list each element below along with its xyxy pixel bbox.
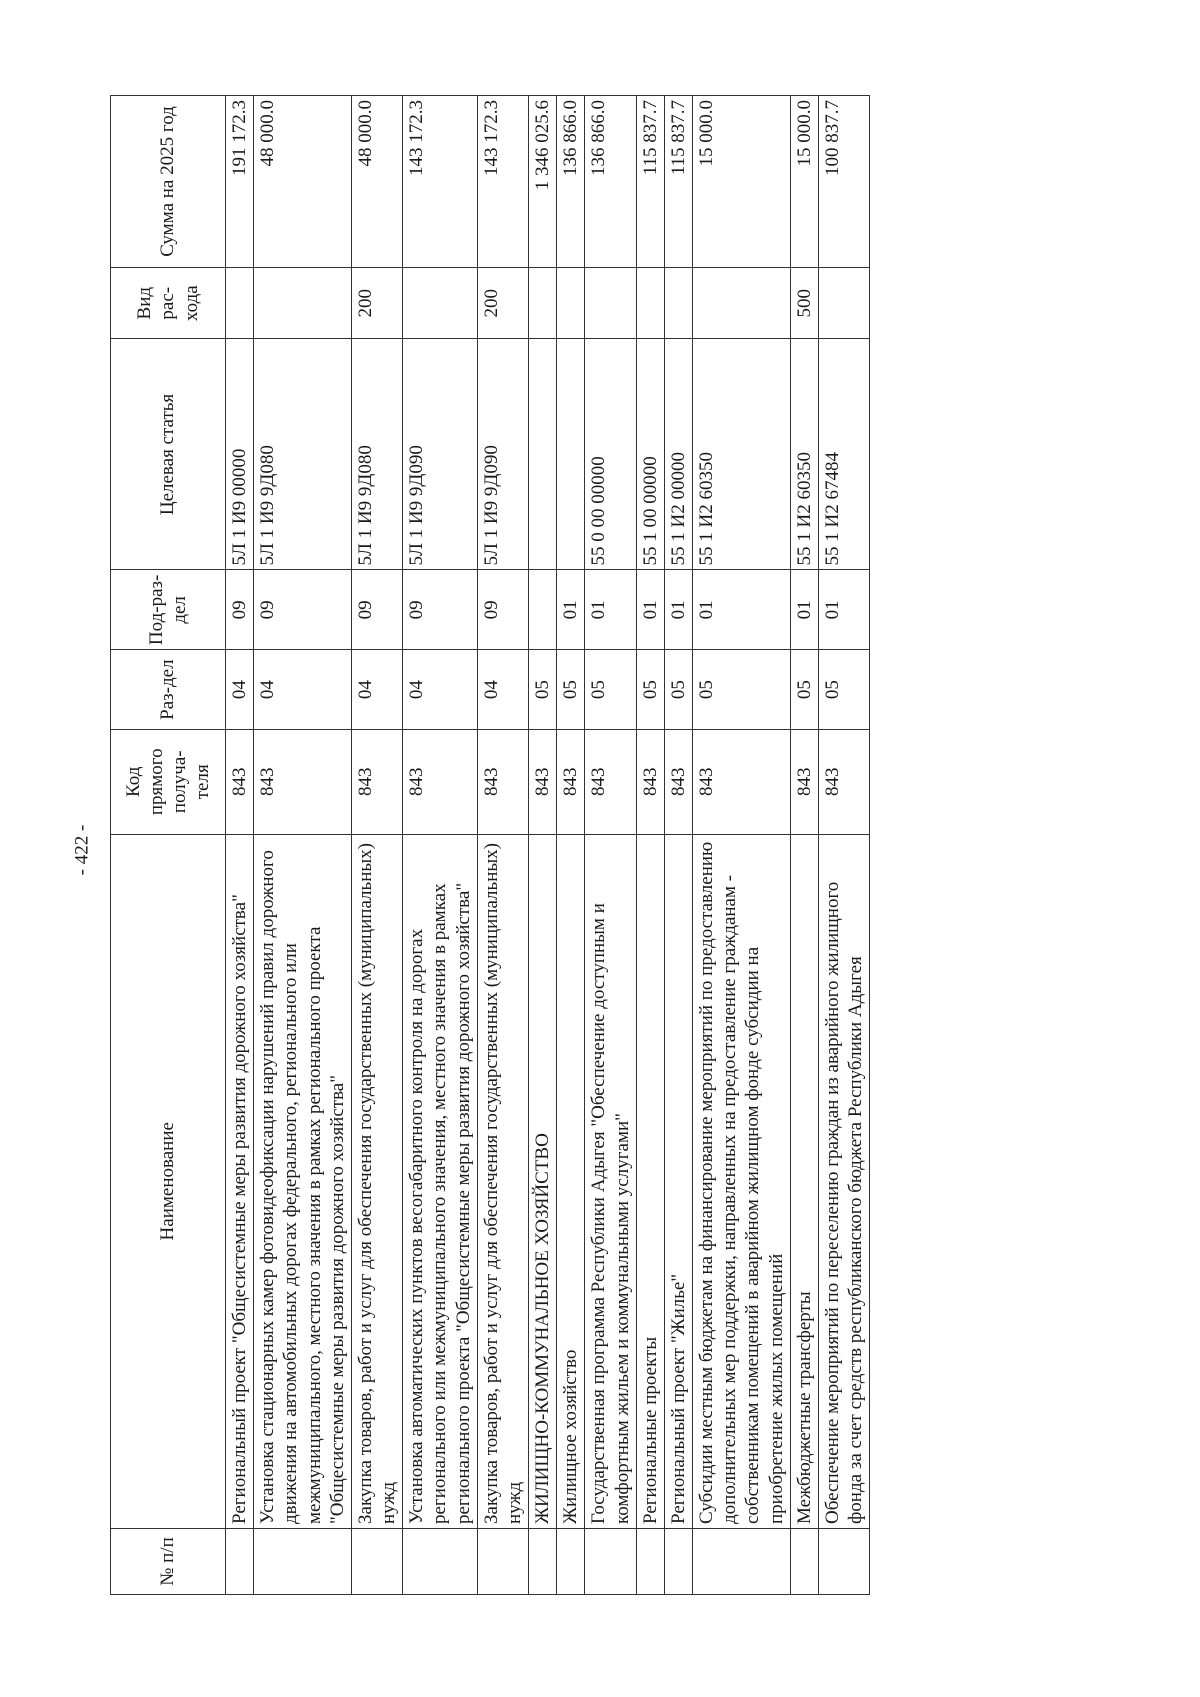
cell-no	[254, 1529, 352, 1595]
table-row	[818, 96, 869, 1595]
table-row	[351, 96, 402, 1595]
cell-name: Жилищное хозяйство	[557, 834, 585, 1528]
cell-no	[818, 1529, 869, 1595]
header-recipient-code: Код прямого получа-теля	[111, 730, 226, 835]
cell-recipient-code: 843	[477, 730, 528, 835]
cell-subsection: 09	[403, 570, 478, 650]
cell-expense-type	[557, 267, 585, 339]
table-row	[403, 96, 478, 1595]
cell-name: Региональный проект "Жилье"	[664, 834, 692, 1528]
cell-section: 05	[529, 650, 557, 730]
cell-recipient-code: 843	[529, 730, 557, 835]
table-header	[111, 96, 226, 1595]
cell-section: 05	[693, 650, 791, 730]
cell-expense-type	[818, 267, 869, 339]
cell-no	[226, 1529, 254, 1595]
table-row	[529, 96, 557, 1595]
header-section: Раз-дел	[111, 650, 226, 730]
table-row	[636, 96, 664, 1595]
cell-target: 55 1 И2 60350	[790, 339, 818, 570]
table-row	[664, 96, 692, 1595]
page-number-text: - 422 -	[71, 824, 92, 876]
table-row	[477, 96, 528, 1595]
cell-section: 04	[254, 650, 352, 730]
header-expense-type: Вид рас-хода	[111, 267, 226, 339]
cell-subsection: 01	[790, 570, 818, 650]
cell-recipient-code: 843	[226, 730, 254, 835]
cell-recipient-code: 843	[636, 730, 664, 835]
cell-sum: 115 837.7	[636, 96, 664, 268]
cell-section: 04	[226, 650, 254, 730]
header-subsection: Под-раз-дел	[111, 570, 226, 650]
cell-sum: 136 866.0	[585, 96, 636, 268]
cell-target: 55 0 00 00000	[585, 339, 636, 570]
cell-no	[664, 1529, 692, 1595]
table-row	[557, 96, 585, 1595]
cell-sum: 15 000.0	[693, 96, 791, 268]
cell-name: Субсидии местным бюджетам на финансирование мероприятий по предоставлению дополнительных мер поддержки, направленных на предоставление гражданам - собственникам помещений в аварийном жилищном фонде субсидии на приобретение жилых помещений	[693, 834, 791, 1528]
page-number	[62, 790, 102, 910]
cell-no	[693, 1529, 791, 1595]
header-target: Целевая статья	[111, 339, 226, 570]
cell-no	[636, 1529, 664, 1595]
cell-section: 04	[351, 650, 402, 730]
cell-expense-type: 200	[477, 267, 528, 339]
cell-section: 05	[636, 650, 664, 730]
cell-target: 55 1 00 00000	[636, 339, 664, 570]
cell-target: 5Л 1 И9 00000	[226, 339, 254, 570]
cell-section: 04	[477, 650, 528, 730]
cell-sum: 191 172.3	[226, 96, 254, 268]
cell-target	[529, 339, 557, 570]
cell-name: Установка автоматических пунктов весогабаритного контроля на дорогах регионального или межмуниципального значения, местного значения в рамках регионального проекта "Общесистемные меры развития дорожного хозяйства"	[403, 834, 478, 1528]
cell-name: Установка стационарных камер фотовидеофиксации нарушений правил дорожного движения на автомобильных дорогах федерального, регионального или межмуниципального, местного значения в рамках регионального проекта "Общесистемные меры развития дорожного хозяйства"	[254, 834, 352, 1528]
cell-name: Закупка товаров, работ и услуг для обеспечения государственных (муниципальных) нужд	[351, 834, 402, 1528]
cell-target: 55 1 И2 67484	[818, 339, 869, 570]
cell-expense-type	[226, 267, 254, 339]
cell-target: 5Л 1 И9 9Д090	[403, 339, 478, 570]
cell-section: 04	[403, 650, 478, 730]
cell-subsection: 01	[585, 570, 636, 650]
cell-recipient-code: 843	[585, 730, 636, 835]
cell-subsection	[529, 570, 557, 650]
cell-subsection: 01	[693, 570, 791, 650]
cell-sum: 48 000.0	[254, 96, 352, 268]
cell-sum: 48 000.0	[351, 96, 402, 268]
cell-sum: 115 837.7	[664, 96, 692, 268]
header-no: № п/п	[111, 1529, 226, 1595]
cell-section: 05	[557, 650, 585, 730]
cell-no	[790, 1529, 818, 1595]
cell-recipient-code: 843	[351, 730, 402, 835]
cell-name: Межбюджетные трансферты	[790, 834, 818, 1528]
cell-target: 55 1 И2 00000	[664, 339, 692, 570]
cell-sum: 143 172.3	[403, 96, 478, 268]
cell-recipient-code: 843	[403, 730, 478, 835]
cell-expense-type	[664, 267, 692, 339]
budget-table	[110, 95, 870, 1595]
cell-recipient-code: 843	[664, 730, 692, 835]
table-row	[226, 96, 254, 1595]
header-sum: Сумма на 2025 год	[111, 96, 226, 268]
cell-expense-type	[585, 267, 636, 339]
cell-expense-type: 500	[790, 267, 818, 339]
cell-sum: 15 000.0	[790, 96, 818, 268]
cell-sum: 143 172.3	[477, 96, 528, 268]
cell-sum: 100 837.7	[818, 96, 869, 268]
cell-subsection: 01	[557, 570, 585, 650]
cell-recipient-code: 843	[557, 730, 585, 835]
cell-subsection: 09	[254, 570, 352, 650]
cell-section: 05	[585, 650, 636, 730]
cell-subsection: 09	[351, 570, 402, 650]
cell-no	[557, 1529, 585, 1595]
cell-expense-type: 200	[351, 267, 402, 339]
cell-target	[557, 339, 585, 570]
cell-section: 05	[818, 650, 869, 730]
table-row	[254, 96, 352, 1595]
cell-no	[585, 1529, 636, 1595]
cell-no	[477, 1529, 528, 1595]
header-name: Наименование	[111, 834, 226, 1528]
cell-recipient-code: 843	[693, 730, 791, 835]
cell-name: Закупка товаров, работ и услуг для обеспечения государственных (муниципальных) нужд	[477, 834, 528, 1528]
cell-subsection: 09	[477, 570, 528, 650]
cell-subsection: 01	[636, 570, 664, 650]
cell-section: 05	[790, 650, 818, 730]
cell-recipient-code: 843	[254, 730, 352, 835]
cell-target: 5Л 1 И9 9Д080	[254, 339, 352, 570]
cell-section: 05	[664, 650, 692, 730]
cell-recipient-code: 843	[790, 730, 818, 835]
table-row	[585, 96, 636, 1595]
table-row	[693, 96, 791, 1595]
cell-no	[529, 1529, 557, 1595]
cell-name: Обеспечение мероприятий по переселению граждан из аварийного жилищного фонда за счет средств республиканского бюджета Республики Адыгея	[818, 834, 869, 1528]
cell-expense-type	[403, 267, 478, 339]
cell-sum: 136 866.0	[557, 96, 585, 268]
cell-name: Региональный проект "Общесистемные меры развития дорожного хозяйства"	[226, 834, 254, 1528]
cell-expense-type	[636, 267, 664, 339]
cell-recipient-code: 843	[818, 730, 869, 835]
cell-expense-type	[529, 267, 557, 339]
cell-name: Государственная программа Республики Адыгея "Обеспечение доступным и комфортным жильем и коммунальными услугами"	[585, 834, 636, 1528]
cell-sum: 1 346 025.6	[529, 96, 557, 268]
cell-target: 55 1 И2 60350	[693, 339, 791, 570]
table-row	[790, 96, 818, 1595]
cell-target: 5Л 1 И9 9Д080	[351, 339, 402, 570]
cell-expense-type	[693, 267, 791, 339]
rotated-table-wrapper	[110, 95, 990, 1595]
cell-subsection: 09	[226, 570, 254, 650]
cell-name: ЖИЛИЩНО-КОММУНАЛЬНОЕ ХОЗЯЙСТВО	[529, 834, 557, 1528]
table-body	[226, 96, 870, 1595]
cell-target: 5Л 1 И9 9Д090	[477, 339, 528, 570]
header-row	[111, 96, 226, 1595]
cell-subsection: 01	[664, 570, 692, 650]
cell-subsection: 01	[818, 570, 869, 650]
cell-no	[351, 1529, 402, 1595]
cell-name: Региональные проекты	[636, 834, 664, 1528]
cell-expense-type	[254, 267, 352, 339]
cell-no	[403, 1529, 478, 1595]
